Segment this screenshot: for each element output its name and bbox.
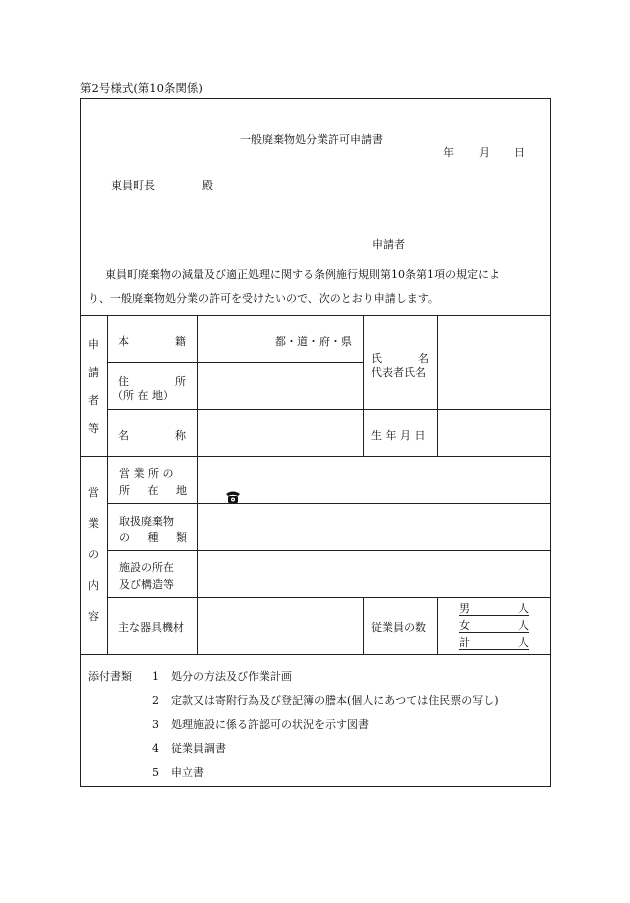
- body-text-line-1: 東員町廃棄物の減量及び適正処理に関する条例施行規則第10条第1項の規定によ: [105, 268, 500, 281]
- address-field[interactable]: [199, 363, 362, 408]
- applicant-side-label: 申 請 者 等: [88, 338, 99, 435]
- birthdate-field[interactable]: [439, 410, 549, 455]
- equipment-field[interactable]: [199, 598, 362, 653]
- facility-label-line-1: 施設の所在: [119, 561, 174, 574]
- attachments-section-top: [80, 654, 551, 655]
- name-field[interactable]: [199, 410, 362, 455]
- attachments-label: 添付書類: [88, 670, 132, 683]
- body-text-line-2: り、一般廃棄物処分業の許可を受けたいので、次のとおり申請します。: [88, 292, 439, 305]
- meisho-label: 名 称: [118, 429, 186, 442]
- representative-name-field[interactable]: [439, 316, 549, 408]
- date-month-field[interactable]: 月: [479, 146, 490, 159]
- female-count-field[interactable]: 女 人: [459, 619, 529, 632]
- addressee: 東員町長: [111, 179, 155, 192]
- jusho-label: 住 所: [118, 375, 186, 388]
- form-number: 第2号様式(第10条関係): [80, 81, 203, 95]
- honseki-label: 本 籍: [118, 335, 186, 348]
- employees-label: 従業員の数: [371, 621, 426, 634]
- form-title: 一般廃棄物処分業許可申請書: [240, 133, 383, 146]
- telephone-icon: [225, 489, 241, 504]
- waste-label-line-1: 取扱廃棄物: [119, 515, 174, 528]
- male-count-field[interactable]: 男 人: [459, 602, 529, 615]
- frame-left-border: [80, 98, 81, 786]
- frame-top-border: [80, 98, 551, 99]
- honorific: 殿: [202, 179, 213, 192]
- birthdate-label: 生 年 月 日: [371, 429, 426, 442]
- waste-type-field[interactable]: [199, 504, 549, 549]
- applicant-label: 申請者: [372, 238, 405, 251]
- total-count-field[interactable]: 計 人: [459, 636, 529, 649]
- date-day-field[interactable]: 日: [514, 146, 525, 159]
- daihyosha-label: 代表者氏名: [371, 366, 426, 379]
- attachment-item: 5 申立書: [152, 766, 204, 779]
- attachment-item: 1 処分の方法及び作業計画: [152, 670, 292, 683]
- office-label-line-1: 営 業 所 の: [119, 467, 174, 480]
- facility-field[interactable]: [199, 551, 549, 596]
- business-side-label: 営 業 の 内 容: [88, 486, 99, 623]
- facility-label-line-2: 及び構造等: [119, 578, 174, 591]
- attachment-item: 4 従業員調書: [152, 742, 226, 755]
- frame-right-border: [550, 98, 551, 786]
- waste-label-line-2: の 種 類: [119, 531, 187, 544]
- frame-bottom-border: [80, 786, 551, 787]
- office-address-field[interactable]: [199, 457, 549, 502]
- attachment-item: 2 定款又は寄附行為及び登記簿の謄本(個人にあつては住民票の写し): [152, 694, 499, 707]
- prefecture-choice: 都・道・府・県: [275, 335, 352, 348]
- jusho-sub-label: （所 在 地）: [112, 389, 174, 402]
- shimei-label: 氏 名: [371, 352, 429, 365]
- date-year-field[interactable]: 年: [443, 146, 454, 159]
- attachment-item: 3 処理施設に係る許認可の状況を示す図書: [152, 718, 369, 731]
- office-label-line-2: 所 在 地: [119, 484, 187, 497]
- equipment-label: 主な器具機材: [118, 621, 184, 634]
